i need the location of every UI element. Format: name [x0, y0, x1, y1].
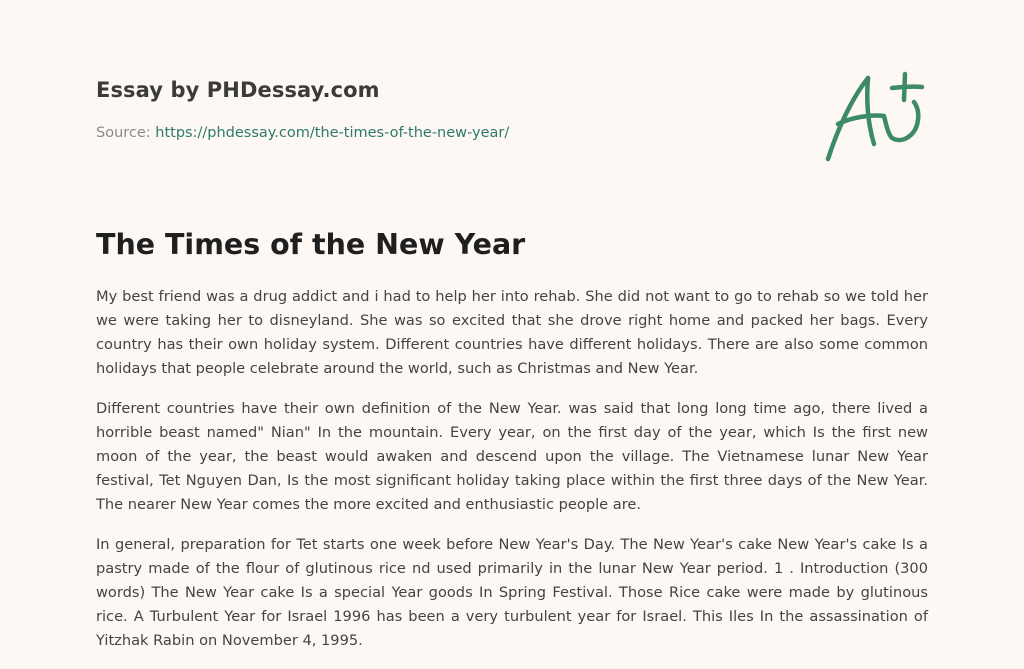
source-link[interactable]: https://phdessay.com/the-times-of-the-new-year/: [155, 125, 510, 141]
essay-body: [96, 285, 928, 669]
site-brand: Essay by PHDessay.com: [96, 78, 380, 102]
essay-title: The Times of the New Year: [96, 228, 526, 261]
essay-paragraph: Different countries have their own definition of the New Year. was said that long long time ago, there lived a horrible beast named" Nian" In the mountain. Every year, on the first day of the year, which Is the first new moon of the year, the beast would awaken and descend upon the village. The Vietnamese lunar New Year festival, Tet Nguyen Dan, Is the most significant holiday taking place within the first three days of the New Year. The nearer New Year comes the more excited and enthusiastic people are.: [96, 400, 928, 513]
source-line: [96, 123, 696, 143]
essay-paragraph: My best friend was a drug addict and i had to help her into rehab. She did not want to go to rehab so we told her we were taking her to disneyland. She was so excited that she drove right home and packed her bags. Every country has their own holiday system. Different countries have different holidays. There are also some common holidays that people celebrate around the world, such as Christmas and New Year.: [96, 288, 928, 377]
a-plus-logo-icon: [822, 66, 928, 166]
source-label: Source:: [96, 125, 151, 141]
essay-header: [96, 76, 696, 143]
essay-paragraph: In general, preparation for Tet starts one week before New Year's Day. The New Year's cake New Year's cake Is a pastry made of the flour of glutinous rice nd used primarily in the lunar New Year period. 1 . Introduction (300 words) The New Year cake Is a special Year goods In Spring Festival. Those Rice cake were made by glutinous rice. A Turbulent Year for Israel 1996 has been a very turbulent year for Israel. This Iles In the assassination of Yitzhak Rabin on November 4, 1995.: [96, 536, 928, 649]
